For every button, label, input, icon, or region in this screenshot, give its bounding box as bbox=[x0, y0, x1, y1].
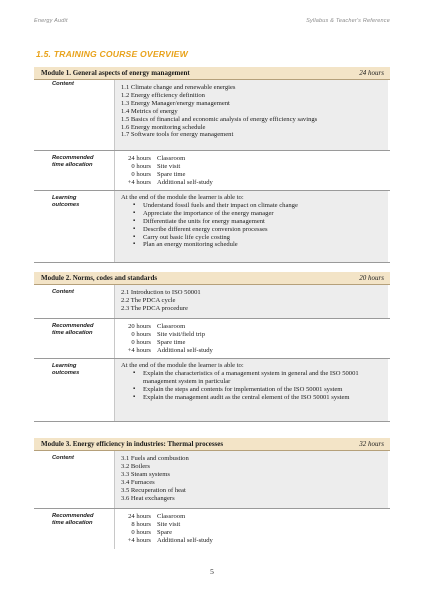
allocation-row bbox=[34, 151, 390, 191]
content-item: 2.2 The PDCA cycle bbox=[121, 296, 176, 304]
allocation-label: Recommended time allocation bbox=[52, 513, 94, 527]
outcome-item: ▪ Carry out basic life cycle costing bbox=[121, 234, 384, 242]
allocation-list bbox=[121, 513, 213, 545]
module-title: Module 1. General aspects of energy management bbox=[41, 69, 190, 77]
allocation-item: 0 hours Spare time bbox=[131, 338, 186, 346]
allocation-list bbox=[121, 155, 213, 187]
allocation-item: 8 hours Site visit bbox=[131, 520, 181, 528]
outcomes-cell bbox=[114, 359, 388, 421]
page-number: 5 bbox=[210, 567, 214, 576]
content-cell bbox=[114, 285, 388, 318]
content-item: 3.1 Fuels and combustion bbox=[121, 455, 189, 462]
allocation-label: Recommended time allocation bbox=[52, 323, 94, 337]
content-row bbox=[34, 451, 390, 509]
outcome-item: ▪ Understand fossil fuels and their impact on climate change bbox=[121, 202, 384, 210]
content-item: 1.7 Software tools for energy management bbox=[121, 131, 234, 139]
content-item: 3.6 Heat exchangers bbox=[121, 494, 175, 502]
content-label: Content bbox=[52, 289, 74, 295]
module-header bbox=[34, 438, 390, 451]
allocation-item: 0 hours Site visit bbox=[131, 162, 181, 170]
allocation-item: 0 hours Site visit/field trip bbox=[131, 330, 205, 338]
module-1 bbox=[34, 67, 390, 263]
module-header bbox=[34, 67, 390, 80]
outcome-item: ▪ Explain the management audit as the central element of the ISO 50001 system bbox=[121, 394, 372, 402]
allocation-list bbox=[121, 323, 213, 355]
allocation-label: Recommended time allocation bbox=[52, 155, 94, 169]
outcomes-list bbox=[121, 362, 372, 402]
content-item: 1.1 Climate change and renewable energies bbox=[121, 84, 236, 91]
content-item: 3.4 Furnaces bbox=[121, 478, 155, 486]
module-header bbox=[34, 272, 390, 285]
content-item: 3.5 Recuperation of heat bbox=[121, 486, 186, 494]
content-label: Content bbox=[52, 455, 74, 461]
content-row bbox=[34, 285, 390, 319]
outcome-item: ▪ Explain the steps and contents for implementation of the ISO 50001 system bbox=[121, 386, 372, 394]
content-list bbox=[121, 289, 201, 313]
content-list bbox=[121, 84, 317, 139]
allocation-item: 20 hours Classroom bbox=[128, 323, 186, 330]
content-item: 3.2 Boilers bbox=[121, 462, 150, 470]
outcome-item: ▪ Explain the characteristics of a management system in general and the ISO 50001 management system in particular bbox=[121, 370, 372, 386]
allocation-item: 0 hours Spare bbox=[131, 528, 173, 536]
outcomes-row bbox=[34, 359, 390, 422]
allocation-item: 24 hours Classroom bbox=[128, 513, 186, 520]
allocation-item: 24 hours Classroom bbox=[128, 155, 186, 162]
outcome-item: ▪ Appreciate the importance of the energy manager bbox=[121, 210, 384, 218]
allocation-cell bbox=[114, 151, 388, 190]
module-hours: 24 hours bbox=[359, 69, 384, 77]
module-hours: 32 hours bbox=[359, 440, 384, 448]
content-item: 2.1 Introduction to ISO 50001 bbox=[121, 289, 201, 296]
header-right: Syllabus & Teacher's Reference bbox=[306, 18, 390, 24]
content-item: 3.3 Steam systems bbox=[121, 470, 170, 478]
content-item: 1.4 Metrics of energy bbox=[121, 107, 178, 115]
outcome-item: ▪ Describe different energy conversion processes bbox=[121, 226, 384, 234]
module-title: Module 2. Norms, codes and standards bbox=[41, 274, 158, 282]
module-3 bbox=[34, 438, 390, 549]
content-item: 1.2 Energy efficiency definition bbox=[121, 91, 205, 99]
allocation-row bbox=[34, 509, 390, 549]
outcomes-intro: At the end of the module the learner is able to: bbox=[121, 194, 244, 201]
content-cell bbox=[114, 451, 388, 508]
content-label: Content bbox=[52, 81, 74, 87]
module-2 bbox=[34, 272, 390, 422]
content-row bbox=[34, 80, 390, 151]
module-hours: 20 hours bbox=[359, 274, 384, 282]
content-item: 2.3 The PDCA procedure bbox=[121, 304, 188, 312]
running-header bbox=[34, 18, 390, 30]
outcomes-list bbox=[121, 194, 384, 249]
content-cell bbox=[114, 80, 388, 150]
outcomes-cell bbox=[114, 191, 388, 262]
outcomes-row bbox=[34, 191, 390, 263]
allocation-item: +4 hours Additional self-study bbox=[127, 536, 213, 544]
outcome-item: ▪ Plan an energy monitoring schedule bbox=[121, 241, 384, 249]
outcomes-label: Learning outcomes bbox=[52, 195, 80, 209]
allocation-item: 0 hours Spare time bbox=[131, 170, 186, 178]
content-list bbox=[121, 455, 189, 502]
content-item: 1.6 Energy monitoring schedule bbox=[121, 123, 206, 131]
allocation-item: +4 hours Additional self-study bbox=[127, 346, 213, 354]
allocation-cell bbox=[114, 319, 388, 358]
allocation-item: +4 hours Additional self-study bbox=[127, 178, 213, 186]
outcomes-intro: At the end of the module the learner is able to: bbox=[121, 362, 244, 369]
allocation-cell bbox=[114, 509, 388, 549]
section-title: 1.5. TRAINING COURSE OVERVIEW bbox=[36, 49, 188, 59]
outcome-item: ▪ Differentiate the units for energy management bbox=[121, 218, 384, 226]
content-item: 1.3 Energy Manager/energy management bbox=[121, 99, 230, 107]
content-item: 1.5 Basics of financial and economic analysis of energy efficiency savings bbox=[121, 115, 318, 123]
header-left: Energy Audit bbox=[34, 18, 68, 24]
allocation-row bbox=[34, 319, 390, 359]
module-title: Module 3. Energy efficiency in industries: Thermal processes bbox=[41, 440, 224, 448]
outcomes-label: Learning outcomes bbox=[52, 363, 80, 377]
